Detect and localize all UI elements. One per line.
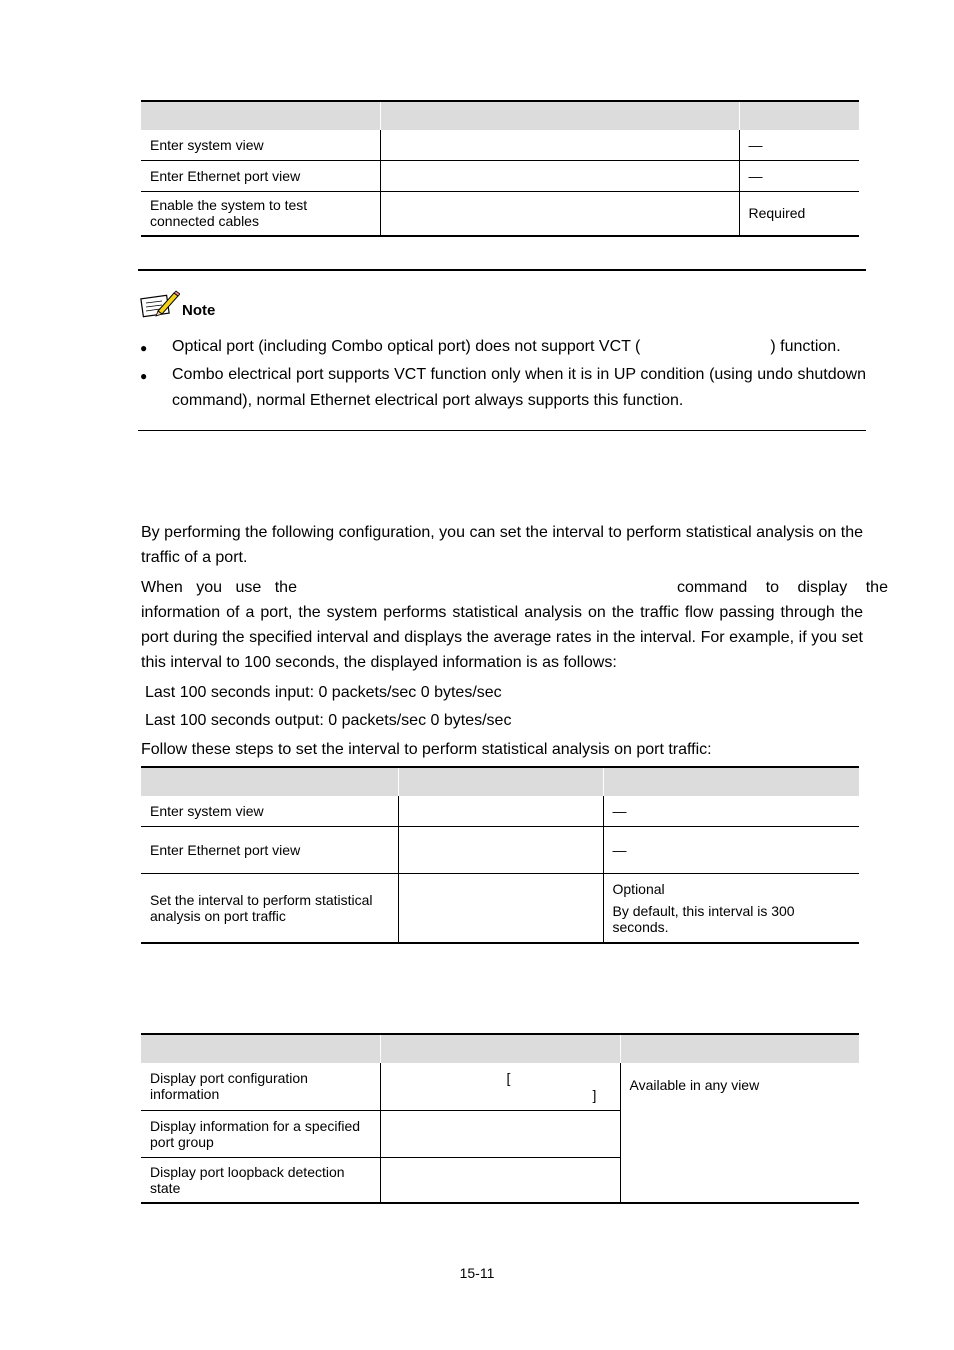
remarks-line: seconds. [612,918,669,935]
remarks-cell: — [739,160,859,191]
table-row [141,873,859,943]
bracket-open: [ [506,1070,511,1086]
remarks-cell [603,873,859,943]
bullet-text: Optical port (including Combo optical port) does not support VCT ( [172,338,641,355]
task-line: Display port loopback detection [150,1163,345,1180]
interval-paragraph: information of a port, the system performs statistical analysis on the traffic flow passing through the port during the specified interval and displays the average rates in the interval. For example, if you set this interval to 100 seconds, the displayed information is as follows: [141,604,863,671]
task-cell: Enter Ethernet port view [141,826,398,873]
intro-paragraph: By performing the following configuration, you can set the interval to perform statistical analysis on the traffic of a port. [141,524,863,566]
note-bottom-rule [138,430,866,431]
page-number: 15-11 [459,1265,495,1281]
task-cell: Enter system view [141,796,398,826]
pencil-note-icon [140,289,180,321]
remarks-line: By default, this interval is 300 [612,902,795,919]
paragraph-cmd-tail: command to display the [677,579,888,596]
table-header [141,767,859,796]
note-top-rule [138,269,866,271]
table-header [141,101,859,130]
task-cell: Enter Ethernet port view [141,160,380,191]
bullet-icon: ● [140,341,148,355]
task-line: Display information for a specified [150,1117,361,1134]
remarks-cell: — [603,826,859,873]
task-line: state [150,1179,181,1196]
vct-config-table [141,100,859,237]
display-commands-table [141,1033,859,1204]
interval-config-table [141,766,859,944]
command-cell [398,796,603,826]
task-cell [141,1157,380,1203]
command-cell [380,160,739,191]
remarks-cell: — [739,130,859,160]
command-cell [398,873,603,943]
command-cell [380,1157,620,1203]
table-row [141,796,859,826]
remarks-line: Optional [612,880,665,897]
task-cell [141,1063,380,1110]
remarks-cell: — [603,796,859,826]
command-cell [380,1063,620,1110]
bullet-text: ) function. [770,338,841,355]
table-row [141,160,859,191]
command-cell [380,1110,620,1157]
task-cell [141,191,380,236]
task-cell [141,1110,380,1157]
task-line: connected cables [150,213,259,230]
bullet-icon: ● [140,369,148,383]
task-line: Enable the system to test [150,197,308,214]
task-line: Display port configuration [150,1070,308,1087]
paragraph-lead: When you use the [141,579,297,596]
bracket-close: ] [592,1087,597,1103]
task-cell [141,873,398,943]
command-cell [380,191,739,236]
task-line: analysis on port traffic [150,907,286,924]
note-bullet-1 [172,334,866,360]
note-bullet-2: Combo electrical port supports VCT function only when it is in UP condition (using undo shutdown command), normal Ethernet electrical port always supports this function. [172,366,866,409]
remarks-cell: Available in any view [620,1063,859,1203]
table-row [141,130,859,160]
command-cell [398,826,603,873]
task-cell: Enter system view [141,130,380,160]
table-row [141,1063,859,1110]
output-line: Last 100 seconds input: 0 packets/sec 0 bytes/sec [145,684,502,701]
task-line: information [150,1086,220,1103]
command-cell [380,130,739,160]
note-label: Note [182,302,216,319]
table-header [141,1034,859,1063]
steps-intro: Follow these steps to set the interval to perform statistical analysis on port traffic: [141,741,712,758]
table-row [141,191,859,236]
output-line: Last 100 seconds output: 0 packets/sec 0 bytes/sec [145,712,512,729]
task-line: Set the interval to perform statistical [150,891,373,908]
remarks-cell: Required [739,191,859,236]
table-row [141,826,859,873]
task-line: port group [150,1133,214,1150]
